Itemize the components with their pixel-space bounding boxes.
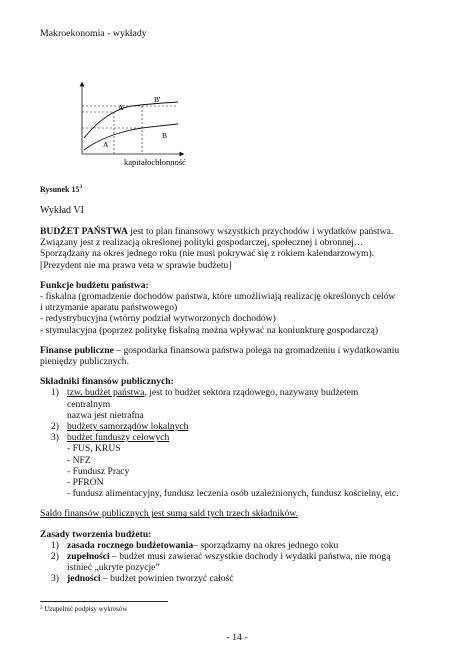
rules-item-1-num: 1) (51, 539, 59, 551)
components-item-1-cont1 (40, 399, 433, 410)
components-item-1 (40, 387, 433, 398)
rules-item-1-term: zasada rocznego budżetowania (67, 539, 194, 551)
running-title: Makroekonomia - wykłady (40, 28, 147, 39)
footnote-ref: 3 (40, 606, 43, 611)
components-item-3-link: budżet funduszy celowych (67, 432, 170, 444)
rules-item-2-cont (40, 562, 433, 573)
budget-line-3: Sporządzany na okres jednego roku (nie musi pokrywać się z rokiem kalendarzowym). (40, 248, 375, 260)
budget-paragraph (40, 226, 433, 237)
components-list (40, 387, 433, 443)
rules-item-2 (40, 551, 433, 562)
fund-nfz: - NFZ (67, 454, 91, 466)
components-item-1-text: , jest to budżet sektora rządowego, nazywany budżetem (144, 387, 359, 399)
footnote-divider (40, 601, 168, 602)
footnote (40, 605, 127, 613)
x-axis-label: kapitałochłonność (124, 157, 186, 167)
label-a: A (103, 140, 109, 149)
components-item-2-link: budżety samorządów lokalnych (67, 421, 189, 433)
budget-line-1: jest to plan finansowy wszystkich przychodów i wydatków państwa. (127, 226, 394, 237)
functions-item-2: - redystrybucyjna (wtórny podział wytworzonych dochodów) (40, 313, 276, 325)
figure-graph (70, 82, 220, 172)
public-finance-line-1: – gospodarka finansowa państwa polega na gromadzeniu i wydatkowaniu (113, 344, 400, 356)
components-item-1-cont2 (40, 410, 433, 421)
rules-item-2-term: zupełności (67, 551, 110, 563)
rules-list (40, 540, 433, 585)
budget-line-2: Związany jest z realizacją określonej polityki gospodarczej, społecznej i obronnej… (40, 237, 364, 249)
components-item-1-cont1-text: centralnym (67, 398, 111, 410)
fund-pfron: - PFRON (67, 477, 104, 489)
fund-other: - fundusz alimentacyjny, fundusz leczenia osób uzależnionych, fundusz kościelny, etc. (67, 488, 399, 500)
budget-term: BUDŻET PAŃSTWA (40, 226, 128, 237)
components-item-2 (40, 421, 433, 432)
figure-caption (40, 184, 82, 195)
rules-item-2-text: – budżet musi zawierać wszystkie dochody i wydatki państwa, nie mogą (109, 551, 391, 563)
rules-item-2-num: 2) (51, 551, 59, 563)
rules-item-1 (40, 540, 433, 551)
rules-item-3 (40, 573, 433, 584)
functions-item-1a: - fiskalna (gromadzenie dochodów państwa, które umożliwiają realizację określonych celów (40, 291, 396, 303)
functions-item-3: - stymulacyjna (poprzez politykę fiskalną można wpływać na koniunkturę gospodarczą) (40, 324, 379, 336)
rules-item-2-cont-text: istnieć „ukryte pozycje” (67, 562, 160, 574)
fund-fus-krus: - FUS, KRUS (67, 443, 121, 455)
label-b-prime: B' (154, 95, 161, 104)
rules-item-1-text: – sporządzamy na okres jednego roku (193, 539, 339, 551)
balance-sentence: Saldo finansów publicznych jest sumą sald tych trzech składników. (40, 508, 299, 520)
fund-fundusz-pracy: - Fundusz Pracy (67, 465, 130, 477)
components-heading: Składniki finansów publicznych: (40, 376, 174, 388)
public-finance-term: Finanse publiczne (40, 344, 114, 356)
components-item-3 (40, 432, 433, 443)
main-content (40, 226, 433, 585)
public-finance-line-2: pieniędzy publicznych. (40, 356, 129, 368)
figure-caption-text: Rysunek 15 (40, 185, 80, 194)
components-item-1-num: 1) (51, 387, 59, 399)
footnote-text: Uzupełnić podpisy wykresów (42, 605, 128, 613)
figure-footnote-ref: 3 (79, 184, 83, 190)
label-b: B (162, 131, 168, 140)
public-finance-paragraph (40, 345, 433, 356)
functions-heading: Funkcje budżetu państwa: (40, 279, 149, 291)
page-number: - 14 - (226, 632, 248, 643)
lecture-title: Wykład VI (40, 205, 84, 216)
rules-heading: Zasady tworzenia budżetu: (40, 528, 152, 540)
functions-item-1b: i utrzymanie aparatu państwowego) (40, 302, 178, 314)
rules-item-3-num: 3) (51, 573, 59, 585)
budget-line-4: [Prezydent nie ma prawa veta w sprawie budżetu] (40, 259, 232, 271)
components-item-2-num: 2) (51, 421, 59, 433)
rules-item-3-text: – budżet powinien tworzyć całość (100, 573, 234, 585)
rules-item-3-term: jedności (67, 573, 101, 585)
label-a-prime: A' (118, 103, 125, 112)
components-item-3-num: 3) (51, 432, 59, 444)
components-item-1-cont2-text: nazwa jest nietrafna (67, 409, 144, 421)
components-item-1-link: tzw. budżet państwa (67, 387, 145, 399)
